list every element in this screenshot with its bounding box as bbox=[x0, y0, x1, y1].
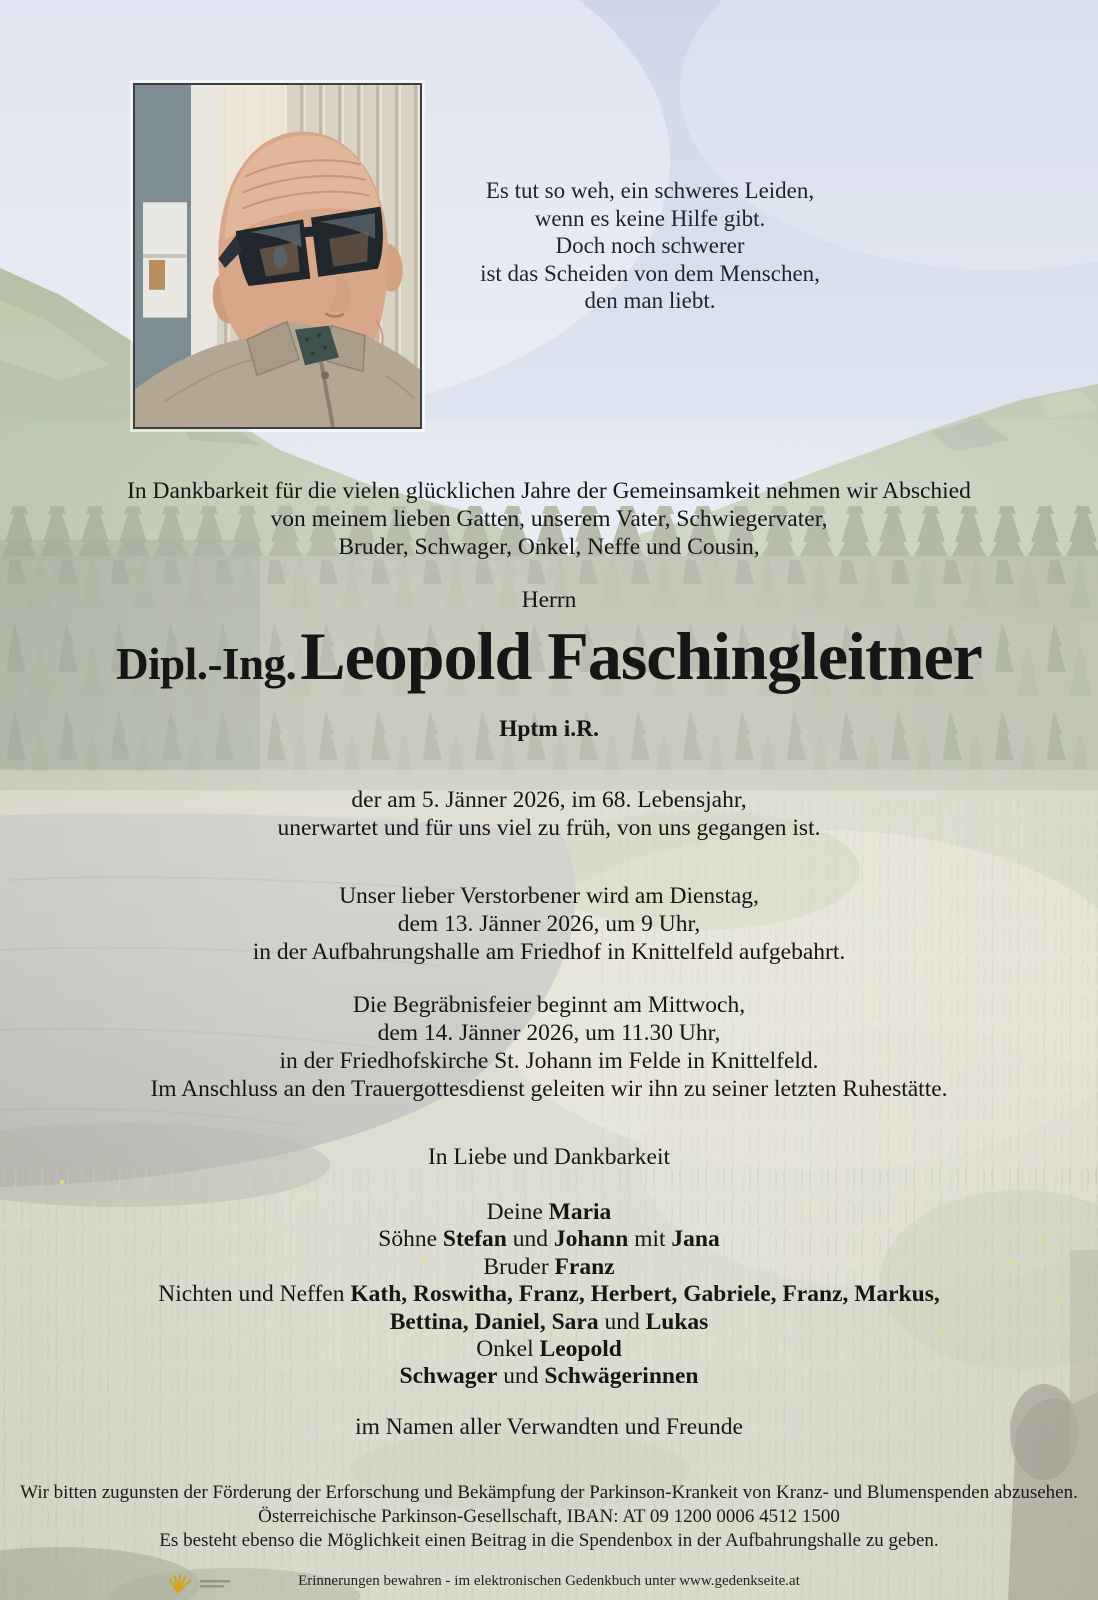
family-line: Onkel Leopold bbox=[476, 1336, 622, 1363]
family-list bbox=[0, 1199, 1098, 1391]
deceased-name-line bbox=[0, 609, 1098, 707]
intro-line: In Dankbarkeit für die vielen glücklichen Jahre der Gemeinsamkeit nehmen wir Abschied bbox=[127, 478, 971, 504]
family-line: Nichten und Neffen Kath, Roswitha, Franz, Herbert, Gabriele, Franz, Markus, bbox=[158, 1281, 940, 1308]
introduction-paragraph bbox=[0, 477, 1098, 561]
salutation: Herrn bbox=[521, 587, 577, 613]
poem-line: Es tut so weh, ein schweres Leiden, bbox=[485, 178, 815, 203]
poem-line: wenn es keine Hilfe gibt. bbox=[534, 205, 766, 231]
funeral-line: Im Anschluss an den Trauergottesdienst geleiten wir ihn zu seiner letzten Ruhestätte. bbox=[150, 1076, 948, 1102]
funeral-line: dem 14. Jänner 2026, um 11.30 Uhr, bbox=[377, 1020, 721, 1046]
family-line: Deine Maria bbox=[486, 1199, 612, 1225]
death-info bbox=[0, 786, 1098, 842]
laying-out-line: Unser lieber Verstorbener wird am Dienstag, bbox=[339, 883, 759, 909]
poem-line: Doch noch schwerer bbox=[555, 233, 745, 259]
laying-out-line: dem 13. Jänner 2026, um 9 Uhr, bbox=[397, 911, 701, 937]
death-line: unerwartet und für uns viel zu früh, von uns gegangen ist. bbox=[277, 815, 821, 841]
closing-phrase: In Liebe und Dankbarkeit bbox=[427, 1144, 671, 1170]
family-line: Söhne Stefan und Johann mit Jana bbox=[378, 1226, 720, 1253]
death-line: der am 5. Jänner 2026, im 68. Lebensjahr, bbox=[351, 787, 747, 813]
memorial-poem bbox=[420, 177, 880, 315]
intro-line: Bruder, Schwager, Onkel, Neffe und Cousin, bbox=[338, 534, 760, 560]
funeral-line: Die Begräbnisfeier beginnt am Mittwoch, bbox=[352, 992, 746, 1018]
portrait-photo bbox=[133, 83, 422, 429]
poem-line: ist das Scheiden von dem Menschen, bbox=[480, 260, 820, 286]
on-behalf-line: im Namen aller Verwandten und Freunde bbox=[355, 1414, 743, 1440]
memorial-site-note: Erinnerungen bewahren - im elektronischen Gedenkbuch unter www.gedenkseite.at bbox=[298, 1573, 800, 1589]
donation-line: Wir bitten zugunsten der Förderung der Erforschung und Bekämpfung der Parkinson-Krankeit von Kranz- und Blumenspenden abzusehen. bbox=[20, 1482, 1078, 1503]
deceased-title: Dipl.-Ing. bbox=[116, 639, 297, 689]
deceased-name: Leopold Faschingleitner bbox=[300, 618, 982, 694]
laying-out-info bbox=[0, 882, 1098, 966]
family-line: Bettina, Daniel, Sara und Lukas bbox=[389, 1308, 709, 1335]
family-line: Bruder Franz bbox=[483, 1253, 615, 1280]
donation-line: Es besteht ebenso die Möglichkeit einen Beitrag in die Spendenbox in der Aufbahrungshalle zu geben. bbox=[159, 1530, 939, 1552]
poem-line: den man liebt. bbox=[584, 288, 716, 314]
funeral-line: in der Friedhofskirche St. Johann im Felde in Knittelfeld. bbox=[279, 1048, 819, 1074]
family-line: Schwager und Schwägerinnen bbox=[399, 1363, 699, 1390]
donation-line: Österreichische Parkinson-Gesellschaft, IBAN: AT 09 1200 0006 4512 1500 bbox=[258, 1506, 840, 1528]
donation-note bbox=[0, 1481, 1098, 1554]
funeral-info bbox=[0, 991, 1098, 1103]
intro-line: von meinem lieben Gatten, unserem Vater, Schwiegervater, bbox=[270, 506, 828, 532]
deceased-rank: Hptm i.R. bbox=[499, 716, 599, 742]
laying-out-line: in der Aufbahrungshalle am Friedhof in Knittelfeld aufgebahrt. bbox=[252, 939, 846, 965]
portrait-illustration bbox=[135, 85, 420, 427]
